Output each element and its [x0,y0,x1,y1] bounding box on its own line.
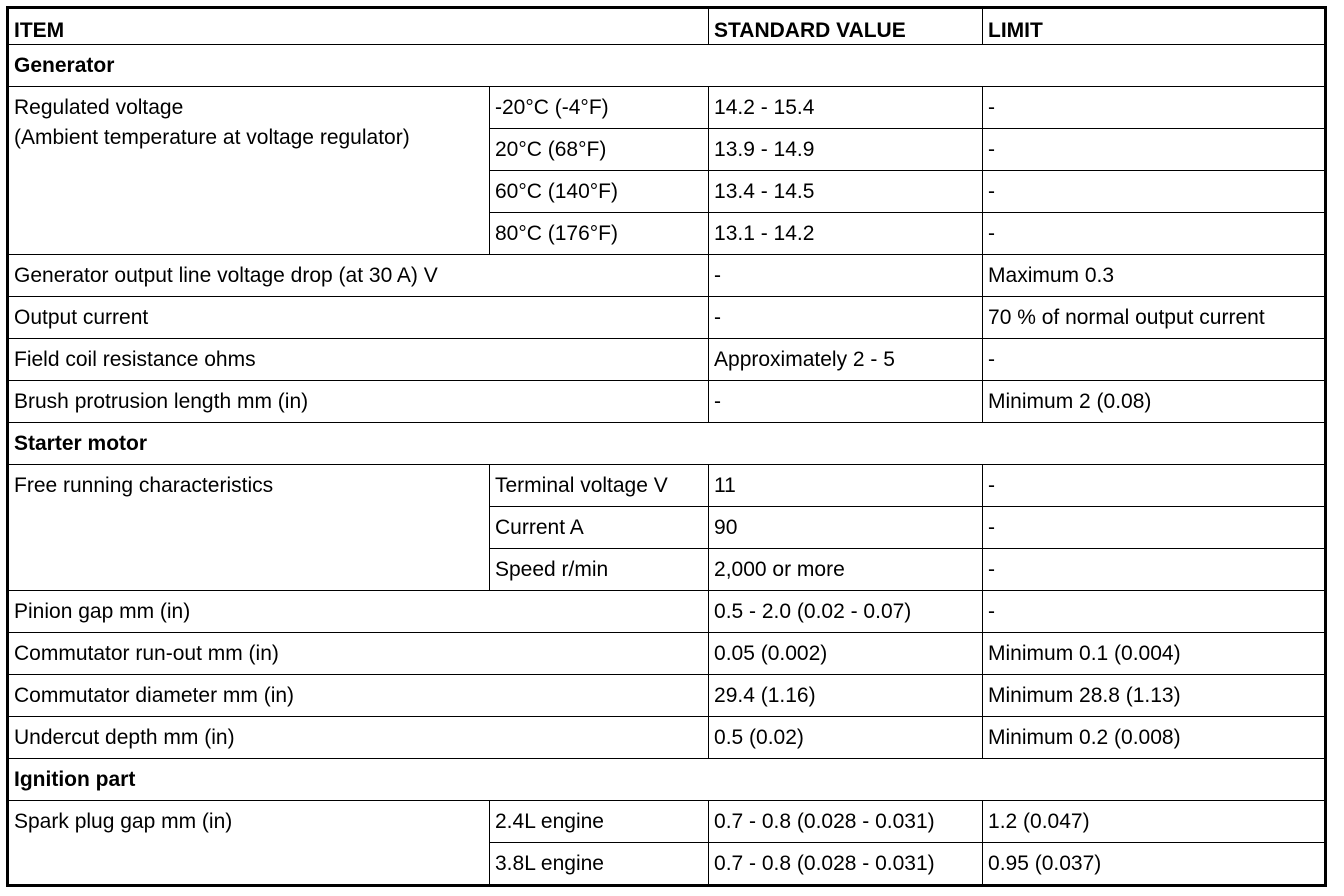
limit-cell: - [983,129,1326,171]
standard-value-cell: 13.1 - 14.2 [709,213,983,255]
table-row [8,717,1326,759]
table-row [8,297,1326,339]
limit-cell: - [983,549,1326,591]
section-row [8,423,1326,465]
limit-cell: Maximum 0.3 [983,255,1326,297]
regulated-voltage-line1: Regulated voltage [14,96,184,119]
section-title-ignition-part: Ignition part [8,759,1326,801]
table-row [8,339,1326,381]
limit-cell: - [983,87,1326,129]
temperature-cell: -20°C (-4°F) [490,87,709,129]
limit-cell: Minimum 0.2 (0.008) [983,717,1326,759]
limit-cell: - [983,213,1326,255]
regulated-voltage-label [8,87,490,255]
standard-value-cell: 0.5 - 2.0 (0.02 - 0.07) [709,591,983,633]
limit-cell: Minimum 28.8 (1.13) [983,675,1326,717]
limit-cell: - [983,591,1326,633]
limit-cell: - [983,171,1326,213]
limit-cell: 0.95 (0.037) [983,843,1326,886]
limit-cell: - [983,507,1326,549]
section-row [8,759,1326,801]
item-cell: Undercut depth mm (in) [8,717,709,759]
engine-cell: 2.4L engine [490,801,709,843]
item-cell: Generator output line voltage drop (at 30 A) V [8,255,709,297]
standard-value-cell: 29.4 (1.16) [709,675,983,717]
item-cell: Pinion gap mm (in) [8,591,709,633]
spark-plug-gap-label: Spark plug gap mm (in) [8,801,490,886]
sub-item-cell: Speed r/min [490,549,709,591]
standard-value-cell: - [709,297,983,339]
standard-value-cell: 14.2 - 15.4 [709,87,983,129]
item-cell: Commutator diameter mm (in) [8,675,709,717]
section-title-generator: Generator [8,45,1326,87]
section-title-starter-motor: Starter motor [8,423,1326,465]
limit-cell: 1.2 (0.047) [983,801,1326,843]
header-limit: LIMIT [983,8,1326,45]
standard-value-cell: 2,000 or more [709,549,983,591]
standard-value-cell: - [709,255,983,297]
standard-value-cell: 13.4 - 14.5 [709,171,983,213]
specifications-table [6,6,1327,887]
table-row [8,591,1326,633]
header-row [8,8,1326,45]
standard-value-cell: - [709,381,983,423]
table-row [8,465,1326,507]
sub-item-cell: Current A [490,507,709,549]
header-item: ITEM [8,8,709,45]
standard-value-cell: Approximately 2 - 5 [709,339,983,381]
table-row [8,255,1326,297]
limit-cell: - [983,465,1326,507]
standard-value-cell: 0.05 (0.002) [709,633,983,675]
standard-value-cell: 90 [709,507,983,549]
standard-value-cell: 0.5 (0.02) [709,717,983,759]
temperature-cell: 20°C (68°F) [490,129,709,171]
item-cell: Field coil resistance ohms [8,339,709,381]
regulated-voltage-line2: (Ambient temperature at voltage regulator) [14,126,410,149]
table-row [8,675,1326,717]
limit-cell: Minimum 0.1 (0.004) [983,633,1326,675]
temperature-cell: 60°C (140°F) [490,171,709,213]
standard-value-cell: 0.7 - 0.8 (0.028 - 0.031) [709,843,983,886]
limit-cell: Minimum 2 (0.08) [983,381,1326,423]
item-cell: Commutator run-out mm (in) [8,633,709,675]
item-cell: Output current [8,297,709,339]
free-running-label: Free running characteristics [8,465,490,591]
item-cell: Brush protrusion length mm (in) [8,381,709,423]
standard-value-cell: 11 [709,465,983,507]
limit-cell: 70 % of normal output current [983,297,1326,339]
table-row [8,633,1326,675]
table-row [8,801,1326,843]
temperature-cell: 80°C (176°F) [490,213,709,255]
limit-cell: - [983,339,1326,381]
sub-item-cell: Terminal voltage V [490,465,709,507]
standard-value-cell: 0.7 - 0.8 (0.028 - 0.031) [709,801,983,843]
standard-value-cell: 13.9 - 14.9 [709,129,983,171]
table-row [8,381,1326,423]
engine-cell: 3.8L engine [490,843,709,886]
header-standard-value: STANDARD VALUE [709,8,983,45]
section-row [8,45,1326,87]
table-row [8,87,1326,129]
